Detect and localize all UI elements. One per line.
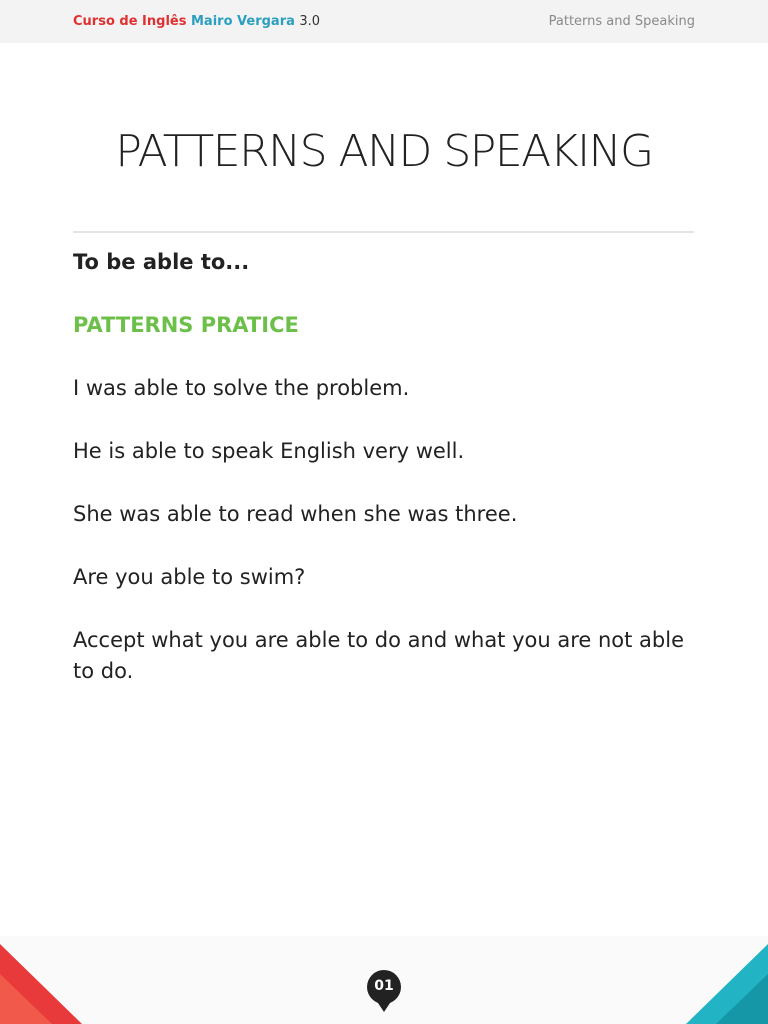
brand-course: Curso de Inglês [73, 14, 187, 29]
header-chapter-title: Patterns and Speaking [548, 14, 695, 29]
intro-text: To be able to... [73, 250, 250, 274]
page-header [0, 0, 768, 43]
page-number: 01 [374, 978, 394, 994]
corner-decoration-right [686, 944, 768, 1024]
page-title: PATTERNS AND SPEAKING [115, 126, 653, 177]
example-sentence: Are you able to swim? [73, 565, 306, 589]
section-heading: PATTERNS PRATICE [73, 313, 299, 337]
example-sentence: I was able to solve the problem. [73, 376, 410, 400]
example-sentence: Accept what you are able to do and what you are not able to do. [73, 628, 685, 683]
brand-version: 3.0 [299, 14, 321, 29]
brand [73, 14, 320, 29]
example-sentence: He is able to speak English very well. [73, 439, 465, 463]
title-divider [73, 231, 694, 233]
page-content [73, 247, 695, 719]
example-sentence: She was able to read when she was three. [73, 502, 518, 526]
corner-decoration-left [0, 944, 82, 1024]
brand-author: Mairo Vergara [191, 14, 295, 29]
